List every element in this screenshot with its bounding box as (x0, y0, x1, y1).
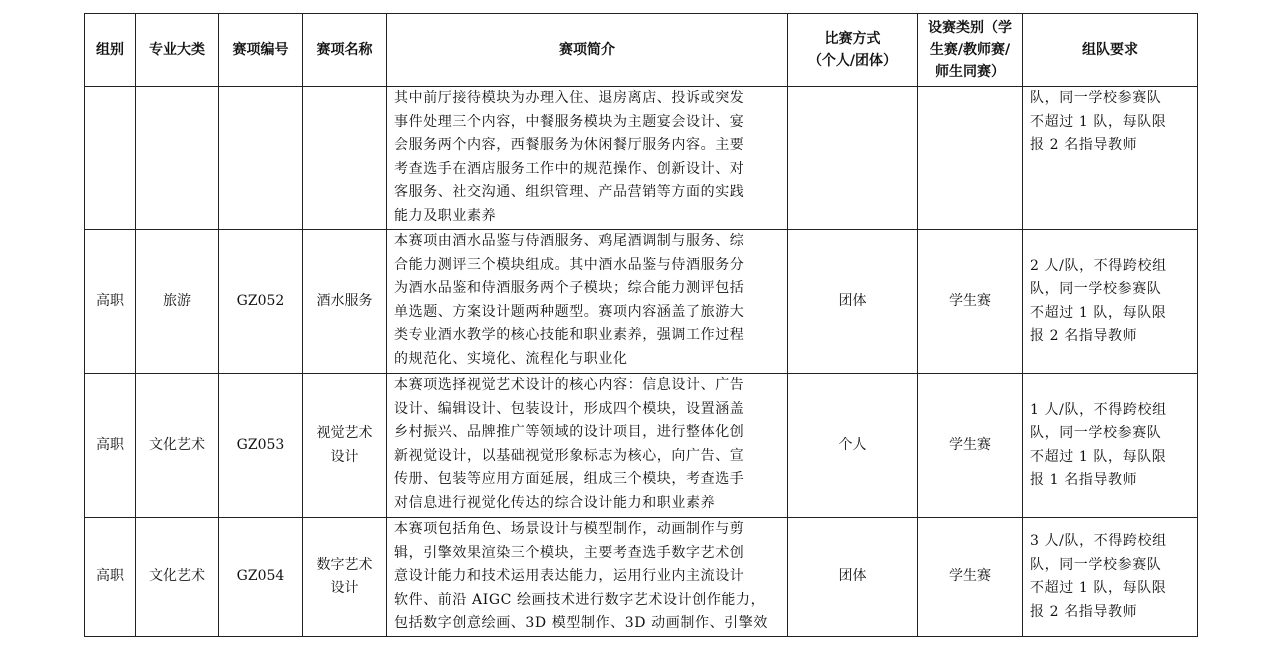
competition-table (84, 13, 1198, 637)
cell-type: 学生赛 (918, 230, 1023, 374)
header-mode-line: 比赛方式 (824, 31, 881, 47)
cell-group: 高职 (85, 230, 136, 374)
header-type-line: 师生同赛） (935, 64, 1005, 80)
intro-line: 单选题、方案设计题两种题型。赛项内容涵盖了旅游大 (394, 303, 745, 320)
cell-category: 文化艺术 (136, 374, 219, 518)
table-row (85, 230, 1198, 374)
team-line: 3 人/队，不得跨校组 (1030, 533, 1167, 549)
team-line: 队，同一学校参赛队 (1030, 556, 1162, 573)
intro-line: 会服务两个内容，西餐服务为休闲餐厅服务内容。主要 (394, 137, 745, 153)
cell-team (1023, 87, 1198, 230)
team-line: 2 人/队，不得跨校组 (1030, 257, 1167, 274)
intro-line: 本赛项由酒水品鉴与侍酒服务、鸡尾酒调制与服务、综 (394, 233, 745, 249)
name-line: 设计 (330, 448, 359, 465)
intro-line: 传册、包装等应用方面延展，组成三个模块，考查选手 (394, 471, 745, 487)
intro-line: 合能力测评三个模块组成。其中酒水品鉴与侍酒服务分 (394, 256, 745, 273)
cell-name (303, 87, 387, 230)
team-line: 不超过 1 队，每队限 (1030, 113, 1167, 130)
intro-line: 类专业酒水教学的核心技能和职业素养，强调工作过程 (394, 327, 745, 343)
team-line: 队，同一学校参赛队 (1030, 281, 1162, 297)
cell-code (219, 87, 303, 230)
intro-line: 乡村振兴、品牌推广等领域的设计项目，进行整体化创 (394, 424, 745, 440)
team-line: 报 2 名指导教师 (1030, 328, 1138, 344)
header-intro: 赛项简介 (387, 14, 788, 87)
cell-team (1023, 374, 1198, 518)
header-name: 赛项名称 (303, 14, 387, 87)
team-line: 报 2 名指导教师 (1030, 137, 1138, 153)
intro-line: 能力及职业素养 (394, 207, 497, 224)
header-row (85, 14, 1198, 87)
cell-name (303, 518, 387, 637)
intro-line: 的规范化、实境化、流程化与职业化 (394, 350, 628, 367)
cell-type: 学生赛 (918, 374, 1023, 518)
cell-type (918, 87, 1023, 230)
team-line: 报 2 名指导教师 (1030, 603, 1138, 620)
cell-group: 高职 (85, 374, 136, 518)
intro-line: 意设计能力和技术运用表达能力，运用行业内主流设计 (394, 568, 745, 584)
intro-line: 新视觉设计，以基础视觉形象标志为核心，向广告、宣 (394, 447, 745, 464)
cell-group (85, 87, 136, 230)
name-line: 酒水服务 (316, 292, 373, 309)
cell-mode: 团体 (788, 518, 918, 637)
table-row (85, 518, 1198, 637)
team-line: 报 1 名指导教师 (1030, 472, 1138, 488)
cell-group: 高职 (85, 518, 136, 637)
cell-code: GZ054 (219, 518, 303, 637)
header-category: 专业大类 (136, 14, 219, 87)
header-type-line: 设赛类别（学 (928, 20, 1012, 36)
intro-line: 为酒水品鉴和侍酒服务两个子模块；综合能力测评包括 (394, 280, 745, 296)
team-line: 不超过 1 队，每队限 (1030, 580, 1167, 596)
intro-line: 软件、前沿 AIGC 绘画技术进行数字艺术设计创作能力， (394, 591, 766, 608)
intro-line: 设计、编辑设计、包装设计，形成四个模块，设置涵盖 (394, 400, 745, 417)
table-row (85, 87, 1198, 230)
cell-category: 文化艺术 (136, 518, 219, 637)
team-line: 1 人/队，不得跨校组 (1030, 401, 1167, 418)
intro-line: 包括数字创意绘画、3D 模型制作、3D 动画制作、引擎效 (394, 615, 768, 631)
cell-type: 学生赛 (918, 518, 1023, 637)
cell-code: GZ053 (219, 374, 303, 518)
team-line: 队，同一学校参赛队 (1030, 425, 1162, 441)
intro-line: 辑，引擎效果渲染三个模块，主要考查选手数字艺术创 (394, 544, 745, 561)
header-mode (788, 14, 918, 87)
cell-category (136, 87, 219, 230)
team-line: 不超过 1 队，每队限 (1030, 304, 1167, 321)
name-line: 视觉艺术 (316, 425, 373, 441)
cell-mode: 团体 (788, 230, 918, 374)
name-line: 设计 (330, 580, 359, 596)
cell-code: GZ052 (219, 230, 303, 374)
cell-name (303, 374, 387, 518)
header-code: 赛项编号 (219, 14, 303, 87)
cell-mode: 个人 (788, 374, 918, 518)
team-line: 队，同一学校参赛队 (1030, 90, 1162, 106)
intro-line: 其中前厅接待模块为办理入住、退房离店、投诉或突发 (394, 90, 745, 106)
team-line: 不超过 1 队，每队限 (1030, 448, 1167, 465)
header-team: 组队要求 (1023, 14, 1198, 87)
intro-line: 考查选手在酒店服务工作中的规范操作、创新设计、对 (394, 160, 745, 177)
cell-intro (387, 374, 788, 518)
intro-line: 事件处理三个内容，中餐服务模块为主题宴会设计、宴 (394, 113, 745, 130)
intro-line: 本赛项选择视觉艺术设计的核心内容：信息设计、广告 (394, 377, 745, 393)
cell-category: 旅游 (136, 230, 219, 374)
header-type (918, 14, 1023, 87)
header-group: 组别 (85, 14, 136, 87)
cell-intro (387, 87, 788, 230)
cell-mode (788, 87, 918, 230)
table-row (85, 374, 1198, 518)
header-mode-line: （个人/团体） (807, 53, 898, 69)
intro-line: 客服务、社交沟通、组织管理、产品营销等方面的实践 (394, 184, 745, 200)
cell-team (1023, 230, 1198, 374)
intro-line: 本赛项包括角色、场景设计与模型制作，动画制作与剪 (394, 521, 745, 537)
header-type-line: 生赛/教师赛/ (929, 42, 1011, 58)
intro-line: 对信息进行视觉化传达的综合设计能力和职业素养 (394, 494, 716, 511)
name-line: 数字艺术 (316, 556, 373, 573)
cell-team (1023, 518, 1198, 637)
cell-name (303, 230, 387, 374)
cell-intro (387, 518, 788, 637)
cell-intro (387, 230, 788, 374)
